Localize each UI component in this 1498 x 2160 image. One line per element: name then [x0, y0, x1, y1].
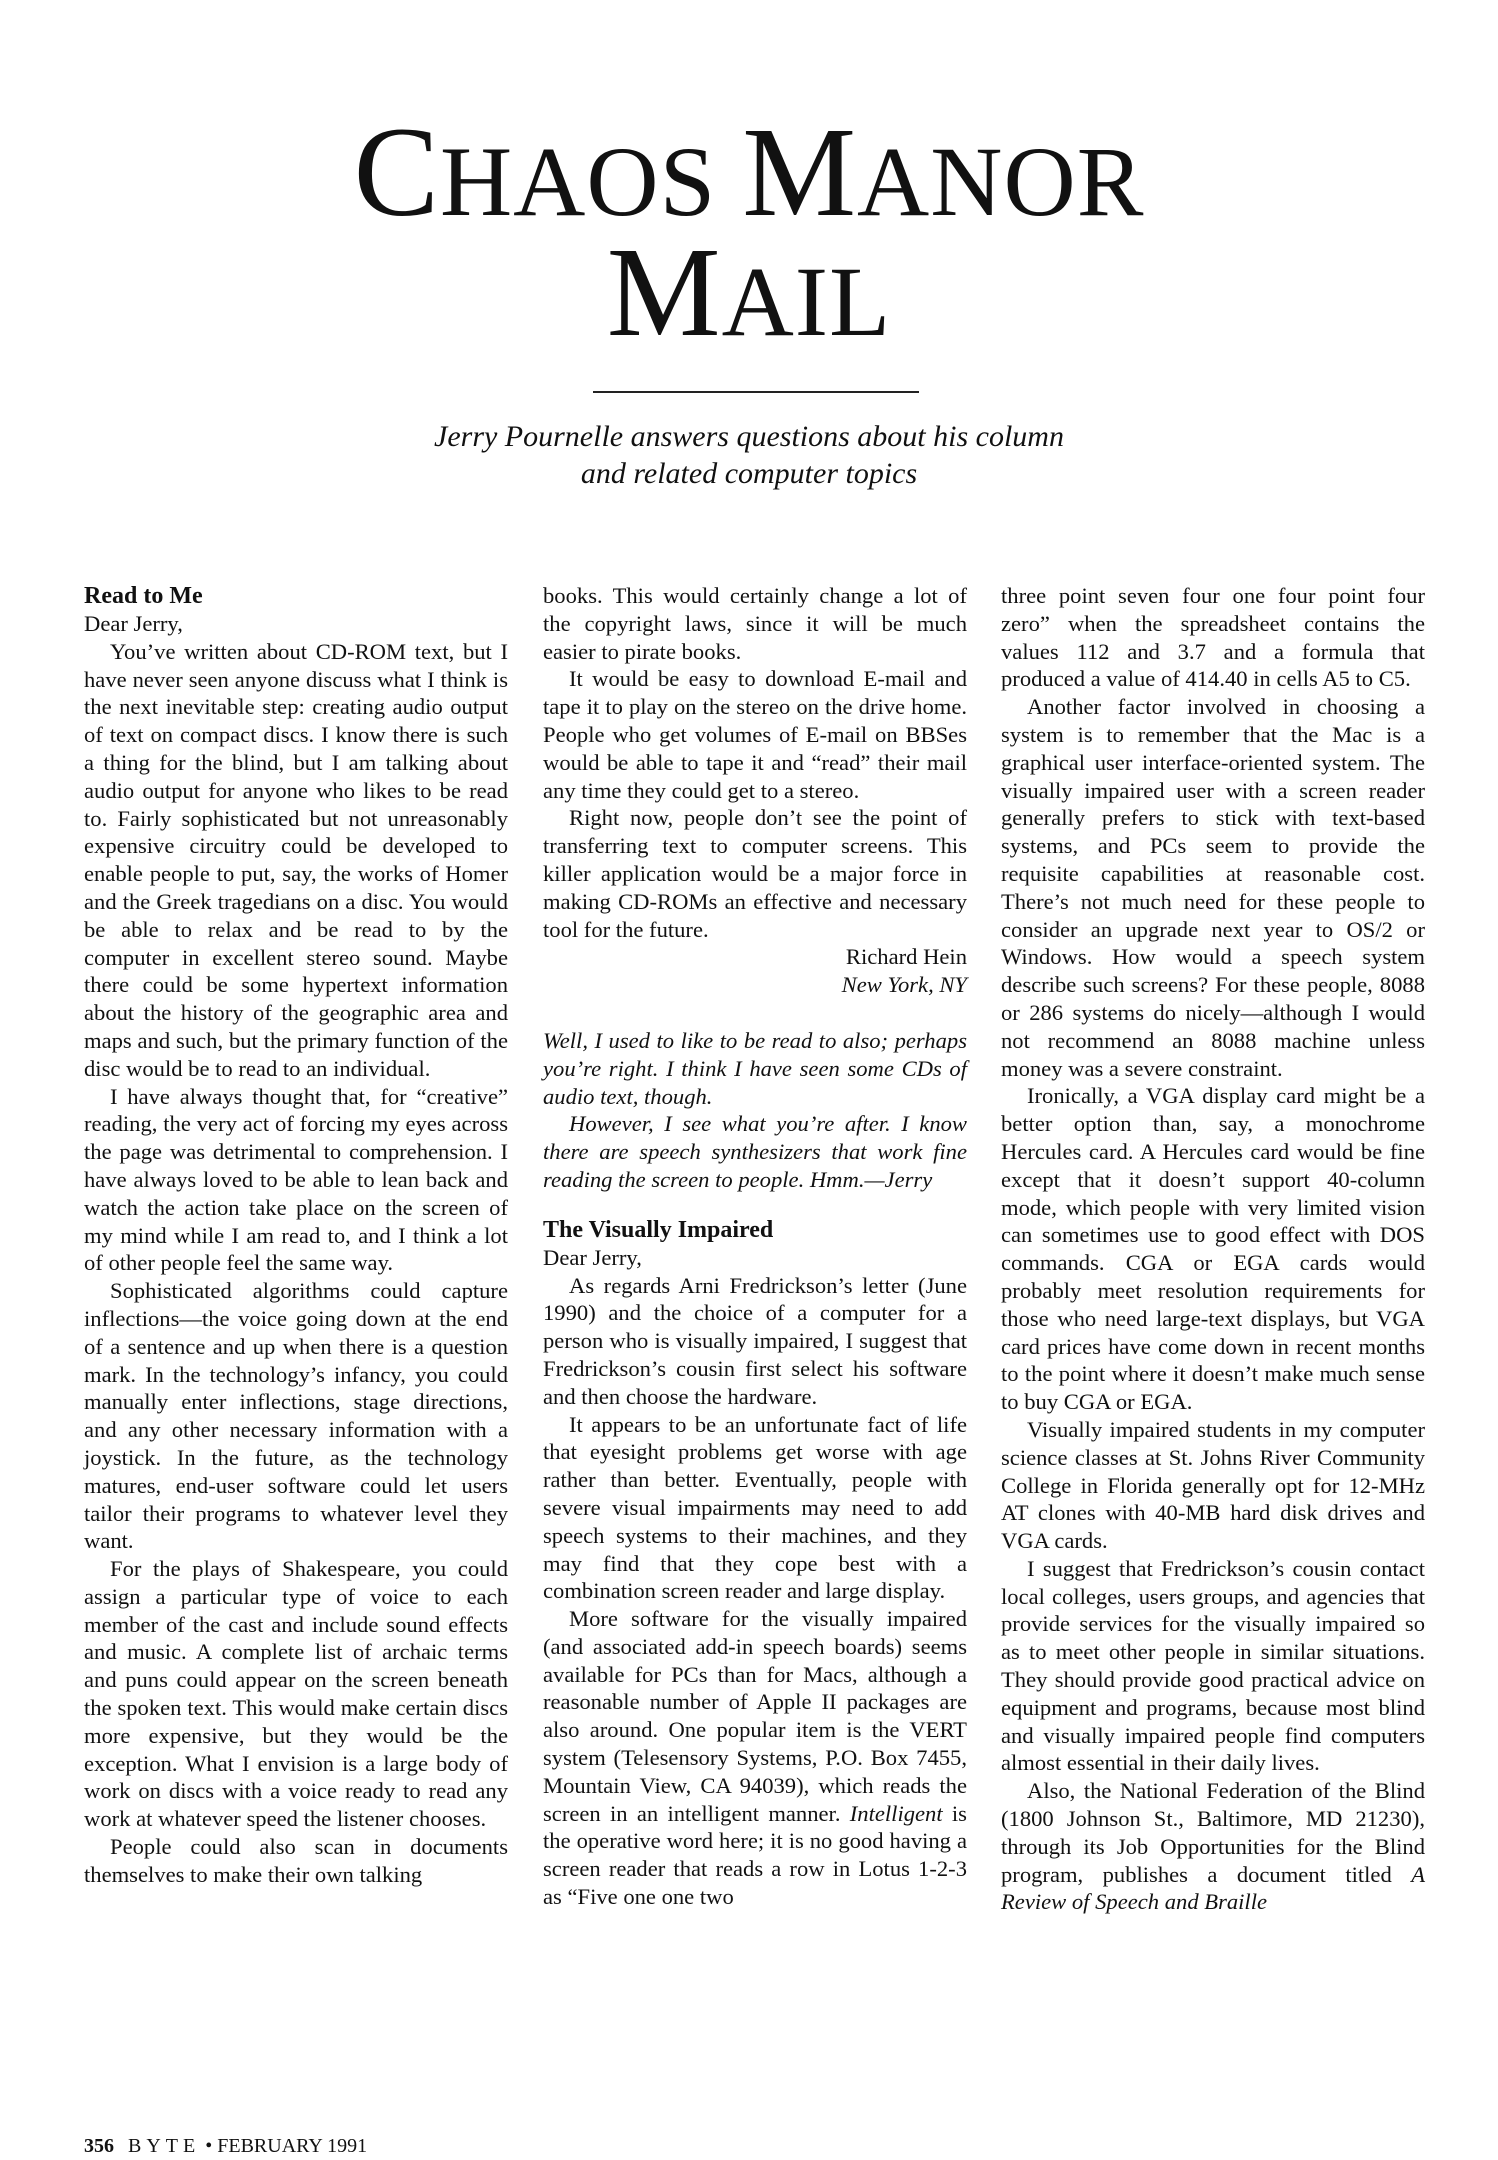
paragraph: People could also scan in documents themselves to make their own talking	[84, 1834, 508, 1887]
paragraph: Ironically, a VGA display card might be a better option than, say, a monochrome Hercules card. A Hercules card would be fine except that it doesn’t support 40-column mode, which people with very limited vision can sometimes use to good effect with DOS commands. CGA or EGA cards would probably meet resolution requirements for those who need large-text displays, but VGA card prices have come down in recent months to the point where it doesn’t make much sense to buy CGA or EGA.	[1001, 1083, 1425, 1415]
magazine-name: BYTE	[128, 2135, 201, 2157]
paragraph: books. This would certainly change a lot of the copyright laws, since it will be much easier to pirate books.	[543, 583, 967, 664]
paragraph: It would be easy to download E-mail and tape it to play on the stereo on the drive home. People who get volumes of E-mail on BBSes would be able to tape it and “read” their mail any time they could get to a stereo.	[543, 666, 967, 803]
signature-place: New York, NY	[841, 972, 967, 998]
paragraph: three point seven four one four point four zero” when the spreadsheet contains the values 112 and 3.7 and a formula that produced a value of 414.40 in cells A5 to C5.	[1001, 583, 1425, 692]
column-1	[84, 582, 508, 1889]
column-2	[543, 582, 967, 1911]
paragraph: Also, the National Federation of the Blind (1800 Johnson St., Baltimore, MD 21230), through its Job Opportunities for the Blind program, publishes a document titled A Review of Speech and Braille	[1001, 1778, 1425, 1915]
paragraph: Visually impaired students in my computer science classes at St. Johns River Community College in Florida generally opt for 12-MHz AT clones with 40-MB hard disk drives and VGA cards.	[1001, 1416, 1425, 1554]
issue-date: FEBRUARY 1991	[217, 2135, 368, 2157]
paragraph: Sophisticated algorithms could capture inflections—the voice going down at the end of a sentence and up when there is a question mark. In the technology’s infancy, you could manually enter inflections, stage directions, and any other necessary information with a joystick. In the future, as the technology matures, end-user software could let users tailor their programs to whatever level they want.	[84, 1278, 508, 1554]
signature-name: Richard Hein	[845, 944, 967, 970]
letter-salutation: Dear Jerry,	[543, 1244, 642, 1270]
page-subtitle	[0, 418, 1498, 492]
page-number: 356	[84, 2135, 114, 2157]
letter-heading-read-to-me: Read to Me	[84, 583, 203, 609]
column-3	[1001, 582, 1425, 1916]
paragraph: It appears to be an unfortunate fact of life that eyesight problems get worse with age rather than better. Eventually, people with severe visual impairments may need to add speech systems to their machines, and they may find that they cope best with a combination screen reader and large display.	[543, 1411, 967, 1604]
page-title-line-2: MAIL	[606, 221, 892, 363]
subtitle-line-1: Jerry Pournelle answers questions about his column	[434, 420, 1064, 453]
paragraph: Another factor involved in choosing a system is to remember that the Mac is a graphical user interface-oriented system. The visually impaired user with a screen reader generally prefers to stick with text-based systems, and PCs seem to provide the requisite capabilities at reasonable cost. There’s not much need for these people to consider an upgrade next year to OS/2 or Windows. How would a speech system describe such screens? For these people, 8088 or 286 systems do nicely—although I would not recommend an 8088 machine unless money was a severe constraint.	[1001, 694, 1425, 1081]
page-footer	[84, 2134, 367, 2158]
subtitle-line-2: and related computer topics	[580, 457, 918, 490]
editor-reply: Well, I used to like to be read to also; perhaps you’re right. I think I have seen some CDs of audio text, though.	[543, 1027, 967, 1109]
letter-heading-visually-impaired: The Visually Impaired	[543, 1216, 774, 1243]
paragraph: Right now, people don’t see the point of transferring text to computer screens. This killer application would be a major force in making CD-ROMs an effective and necessary tool for the future.	[543, 805, 967, 942]
editor-reply: However, I see what you’re after. I know there are speech synthesizers that work fine reading the screen to people. Hmm.—Jerry	[543, 1111, 967, 1192]
paragraph: As regards Arni Fredrickson’s letter (June 1990) and the choice of a computer for a person who is visually impaired, I suggest that Fredrickson’s cousin first select his software and then choose the hardware.	[543, 1272, 967, 1409]
paragraph: More software for the visually impaired (and associated add-in speech boards) seems available for PCs than for Macs, although a reasonable number of Apple II packages are also around. One popular item is the VERT system (Telesensory Systems, P.O. Box 7455, Mountain View, CA 94039), which reads the screen in an intelligent manner. Intelligent is the operative word here; it is no good having a screen reader that reads a row in Lotus 1-2-3 as “Five one one two	[543, 1606, 967, 1910]
paragraph: For the plays of Shakespeare, you could assign a particular type of voice to each member of the cast and include sound effects and music. A complete list of archaic terms and puns could appear on the screen beneath the spoken text. This would make certain discs more expensive, but they would be the exception. What I envision is a large body of work on discs with a voice ready to read any work at whatever speed the listener chooses.	[84, 1556, 508, 1832]
page-title-line-1: CHAOS MANOR	[353, 101, 1145, 243]
letter-signature	[543, 943, 967, 999]
title-divider	[593, 391, 919, 393]
paragraph: You’ve written about CD-ROM text, but I have never seen anyone discuss what I think is the next inevitable step: creating audio output of text on compact discs. I know there is such a thing for the blind, but I am talking about audio output for anyone who likes to be read to. Fairly sophisticated but not unreasonably expensive circuitry could be developed to enable people to put, say, the works of Homer and the Greek tragedians on a disc. You would be able to relax and be read to by the computer in excellent stereo sound. Maybe there could be some hypertext information about the history of the geographic area and maps and such, but the primary function of the disc would be to read to an individual.	[84, 638, 508, 1081]
paragraph: I have always thought that, for “creative” reading, the very act of forcing my eyes across the page was detrimental to comprehension. I have always loved to be able to lean back and watch the action take place on the screen of my mind while I am read to, and I think a lot of other people feel the same way.	[84, 1083, 508, 1276]
paragraph: I suggest that Fredrickson’s cousin contact local colleges, users groups, and agencies that provide services for the visually impaired so as to meet other people in similar situations. They should provide good practical advice on equipment and programs, because most blind and visually impaired people find computers almost essential in their daily lives.	[1001, 1555, 1425, 1776]
letter-salutation: Dear Jerry,	[84, 611, 183, 636]
footer-separator: •	[205, 2135, 213, 2157]
